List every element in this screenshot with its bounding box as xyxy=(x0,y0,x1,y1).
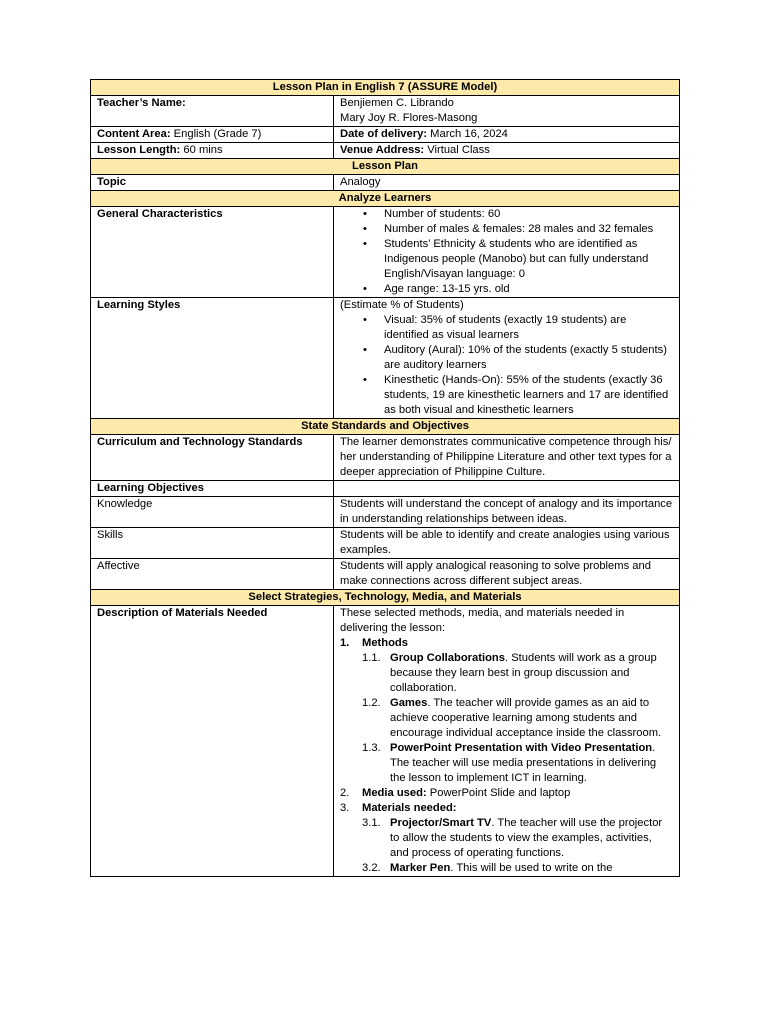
item-text: . The teacher will use media presentations in delivering the lesson to implement ICT in learning. xyxy=(390,742,657,784)
list-item: • Kinesthetic (Hands-On): 55% of the students (exactly 36 students, 19 are kinesthetic learners and 17 are identified as both visual and kinesthetic learners xyxy=(384,373,673,418)
content-area-value: English (Grade 7) xyxy=(170,128,262,140)
teacher-label: Teacher’s Name: xyxy=(91,96,334,127)
list-item xyxy=(340,816,673,861)
list-item: • Age range: 13-15 yrs. old xyxy=(384,282,673,297)
materials-cell xyxy=(334,606,680,877)
date-value: March 16, 2024 xyxy=(427,128,508,140)
knowledge-value: Students will understand the concept of analogy and its importance in understanding relationships between ideas. xyxy=(334,497,680,528)
item-title: Games xyxy=(390,697,428,709)
teacher-name-2: Mary Joy R. Flores-Masong xyxy=(340,112,478,124)
learning-styles-intro: (Estimate % of Students) xyxy=(340,299,464,311)
topic-value: Analogy xyxy=(334,175,680,191)
item-text: . Students will work as a group because they learn best in group discussion and collaboration. xyxy=(390,652,657,694)
materials-label: Description of Materials Needed xyxy=(91,606,334,877)
media-title: Media used: xyxy=(362,787,427,799)
curriculum-row xyxy=(91,435,680,481)
list-item xyxy=(340,636,673,651)
curriculum-value: The learner demonstrates communicative competence through his/ her understanding of Philippine Literature and other text types for a deeper appreciation of Philippine Culture. xyxy=(334,435,680,481)
lesson-length-cell xyxy=(91,143,334,159)
lesson-length-label: Lesson Length: xyxy=(97,144,181,156)
methods-sublist xyxy=(340,651,673,786)
content-area-row xyxy=(91,127,680,143)
standards-heading: State Standards and Objectives xyxy=(91,419,680,435)
item-title: Marker Pen xyxy=(390,862,451,874)
list-item xyxy=(340,861,673,876)
content-area-cell xyxy=(91,127,334,143)
teacher-name-1: Benjiemen C. Librando xyxy=(340,97,454,109)
learning-styles-label: Learning Styles xyxy=(91,298,334,419)
topic-label: Topic xyxy=(91,175,334,191)
list-item: • Auditory (Aural): 10% of the students (exactly 5 students) are auditory learners xyxy=(384,343,673,373)
analyze-learners-heading: Analyze Learners xyxy=(91,191,680,207)
list-number: 1. xyxy=(340,637,350,649)
affective-value: Students will apply analogical reasoning to solve problems and make connections across different subject areas. xyxy=(334,559,680,590)
item-title: PowerPoint Presentation with Video Presentation xyxy=(390,742,653,754)
general-characteristics-list xyxy=(340,207,673,297)
objectives-label: Learning Objectives xyxy=(91,481,334,497)
list-item xyxy=(340,696,673,741)
general-characteristics-row xyxy=(91,207,680,298)
select-strategies-heading: Select Strategies, Technology, Media, and Materials xyxy=(91,590,680,606)
venue-label: Venue Address: xyxy=(340,144,425,156)
list-number: 3. xyxy=(340,802,350,814)
analyze-band xyxy=(91,191,680,207)
select-band xyxy=(91,590,680,606)
date-cell xyxy=(334,127,680,143)
title-row xyxy=(91,80,680,96)
list-number: 2. xyxy=(340,787,350,799)
curriculum-label: Curriculum and Technology Standards xyxy=(91,435,334,481)
materials-needed-title: Materials needed: xyxy=(362,802,457,814)
list-item xyxy=(340,741,673,786)
teacher-row xyxy=(91,96,680,127)
materials-sublist xyxy=(340,816,673,876)
list-item xyxy=(340,801,673,816)
venue-cell xyxy=(334,143,680,159)
lesson-plan-title: Lesson Plan in English 7 (ASSURE Model) xyxy=(91,80,680,96)
list-item xyxy=(340,651,673,696)
lesson-length-row xyxy=(91,143,680,159)
item-text: . The teacher will provide games as an aid to achieve cooperative learning among students and encourage individual acceptance inside the classroom. xyxy=(390,697,662,739)
list-number: 1.1. xyxy=(362,652,381,664)
list-item: • Students’ Ethnicity & students who are identified as Indigenous people (Manobo) but can fully understand English/Visayan language: 0 xyxy=(384,237,673,282)
lesson-plan-band xyxy=(91,159,680,175)
objectives-row xyxy=(91,481,680,497)
item-text: . The teacher will use the projector to allow the students to view the examples, activities, and process of operating functions. xyxy=(390,817,663,859)
learning-styles-row xyxy=(91,298,680,419)
skills-row xyxy=(91,528,680,559)
list-item: • Number of males & females: 28 males and 32 females xyxy=(384,222,673,237)
venue-value: Virtual Class xyxy=(424,144,490,156)
learning-styles-cell xyxy=(334,298,680,419)
general-characteristics-cell xyxy=(334,207,680,298)
affective-label: Affective xyxy=(91,559,334,590)
list-number: 3.2. xyxy=(362,862,381,874)
item-title: Projector/Smart TV xyxy=(390,817,492,829)
date-label: Date of delivery: xyxy=(340,128,428,140)
methods-title: Methods xyxy=(362,637,408,649)
standards-band xyxy=(91,419,680,435)
list-number: 1.3. xyxy=(362,742,381,754)
learning-styles-list xyxy=(340,313,673,418)
general-characteristics-label: General Characteristics xyxy=(91,207,334,298)
lesson-plan-heading: Lesson Plan xyxy=(91,159,680,175)
list-number: 1.2. xyxy=(362,697,381,709)
topic-row xyxy=(91,175,680,191)
media-text: PowerPoint Slide and laptop xyxy=(426,787,571,799)
materials-list xyxy=(340,636,673,876)
knowledge-row xyxy=(91,497,680,528)
item-title: Group Collaborations xyxy=(390,652,505,664)
list-number: 3.1. xyxy=(362,817,381,829)
materials-intro: These selected methods, media, and materials needed in delivering the lesson: xyxy=(340,607,625,634)
materials-row xyxy=(91,606,680,877)
skills-label: Skills xyxy=(91,528,334,559)
list-item: • Number of students: 60 xyxy=(384,207,673,222)
item-text: . This will be used to write on the xyxy=(450,862,613,874)
content-area-label: Content Area: xyxy=(97,128,171,140)
affective-row xyxy=(91,559,680,590)
list-item: • Visual: 35% of students (exactly 19 students) are identified as visual learners xyxy=(384,313,673,343)
skills-value: Students will be able to identify and create analogies using various examples. xyxy=(334,528,680,559)
lesson-plan-table xyxy=(90,79,680,877)
teacher-names xyxy=(334,96,680,127)
objectives-empty-cell xyxy=(334,481,680,497)
list-item xyxy=(340,786,673,801)
lesson-length-value: 60 mins xyxy=(180,144,223,156)
knowledge-label: Knowledge xyxy=(91,497,334,528)
